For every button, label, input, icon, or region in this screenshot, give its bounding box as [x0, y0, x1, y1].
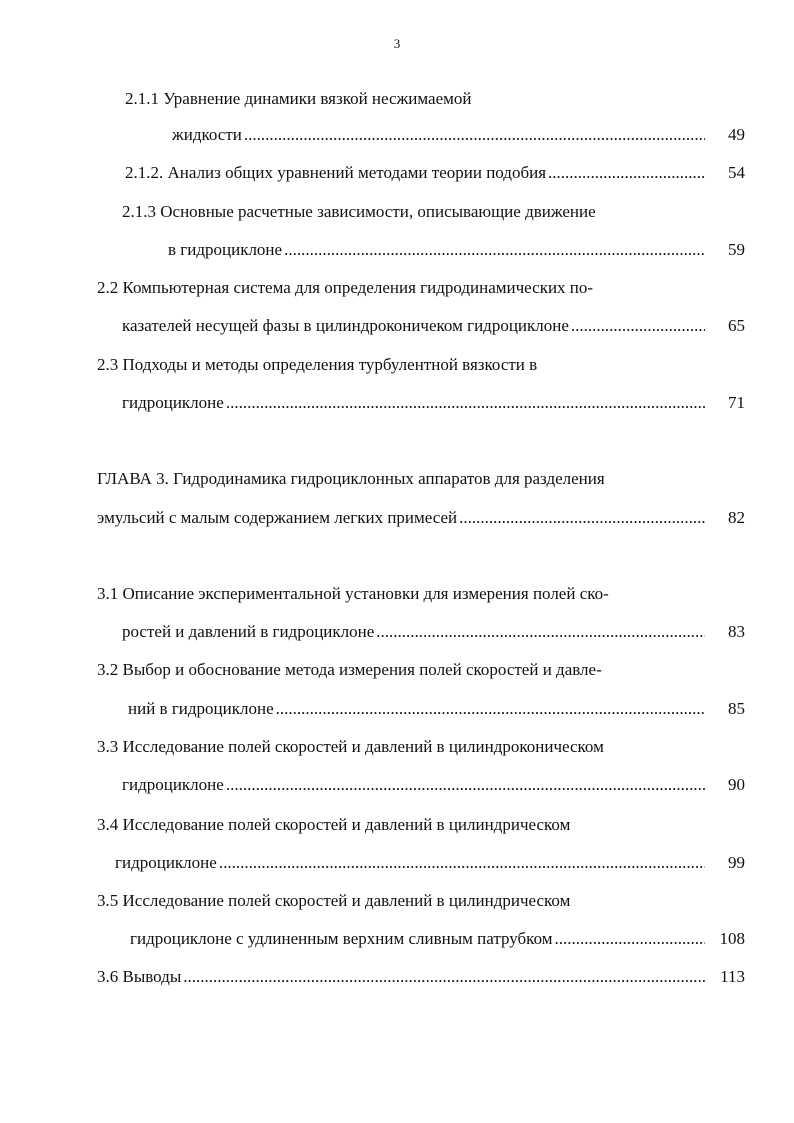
toc-entry-3-4-page: 99 — [728, 853, 745, 872]
dot-leader — [244, 125, 705, 145]
dot-leader — [276, 699, 705, 719]
dot-leader — [571, 316, 705, 336]
dot-leader — [219, 853, 705, 873]
toc-entry-3-3-line2: гидроциклоне ..... — [122, 775, 707, 795]
dot-leader — [555, 929, 705, 949]
dot-leader — [459, 508, 705, 528]
toc-entry-2-1-2-page: 54 — [728, 163, 745, 182]
toc-entry-2-1-1-line2: жидкости ..... — [172, 125, 707, 145]
toc-entry-2-3-page: 71 — [728, 393, 745, 412]
toc-entry-3-1-page: 83 — [728, 622, 745, 641]
toc-entry-3-1-line2: ростей и давлений в гидроциклоне ..... — [122, 622, 707, 642]
toc-entry-2-3-line1: 2.3 Подходы и методы определения турбулентной вязкости в — [97, 355, 538, 374]
toc-entry-3-3-line1: 3.3 Исследование полей скоростей и давлений в цилиндроконическом — [97, 737, 604, 756]
toc-entry-3-6-page: 113 — [720, 967, 745, 986]
dot-leader — [226, 393, 705, 413]
toc-entry-3-6: 3.6 Выводы ..... — [97, 967, 707, 987]
dot-leader — [183, 967, 705, 987]
toc-chapter-3-page: 82 — [728, 508, 745, 527]
dot-leader — [226, 775, 705, 795]
toc-entry-3-2-line2: ний в гидроциклоне ..... — [128, 699, 707, 719]
toc-entry-3-4-line2: гидроциклоне ..... — [115, 853, 707, 873]
toc-entry-3-3-page: 90 — [728, 775, 745, 794]
toc-entry-3-2-page: 85 — [728, 699, 745, 718]
toc-entry-2-2-line2: казателей несущей фазы в цилиндроконичеком гидроциклоне ..... — [122, 316, 707, 336]
toc-entry-2-2-page: 65 — [728, 316, 745, 335]
page-number: 3 — [393, 36, 401, 51]
toc-entry-2-1-1-page: 49 — [728, 125, 745, 144]
toc-entry-3-2-line1: 3.2 Выбор и обоснование метода измерения полей скоростей и давле- — [97, 660, 602, 679]
toc-entry-3-1-line1: 3.1 Описание экспериментальной установки для измерения полей ско- — [97, 584, 609, 603]
toc-entry-2-1-2: 2.1.2. Анализ общих уравнений методами теории подобия ..... — [125, 163, 707, 183]
toc-entry-3-5-page: 108 — [719, 929, 745, 948]
toc-entry-2-1-3-line2: в гидроциклоне ..... — [168, 240, 707, 260]
toc-entry-2-2-line1: 2.2 Компьютерная система для определения гидродинамических по- — [97, 278, 594, 297]
toc-entry-3-4-line1: 3.4 Исследование полей скоростей и давлений в цилиндрическом — [97, 815, 571, 834]
dot-leader — [284, 240, 705, 260]
dot-leader — [548, 163, 705, 183]
toc-entry-2-1-1-line1: 2.1.1 Уравнение динамики вязкой несжимаемой — [125, 89, 472, 108]
dot-leader — [376, 622, 705, 642]
toc-entry-2-1-3-line1: 2.1.3 Основные расчетные зависимости, описывающие движение — [122, 202, 596, 221]
toc-entry-3-5-line2: гидроциклоне с удлиненным верхним сливным патрубком ..... — [130, 929, 707, 949]
toc-entry-2-1-3-page: 59 — [728, 240, 745, 259]
toc-chapter-3-line2: эмульсий с малым содержанием легких примесей ..... — [97, 508, 707, 528]
toc-entry-2-3-line2: гидроциклоне ..... — [122, 393, 707, 413]
toc-chapter-3-line1: ГЛАВА 3. Гидродинамика гидроциклонных аппаратов для разделения — [97, 469, 605, 488]
toc-entry-3-5-line1: 3.5 Исследование полей скоростей и давлений в цилиндрическом — [97, 891, 571, 910]
